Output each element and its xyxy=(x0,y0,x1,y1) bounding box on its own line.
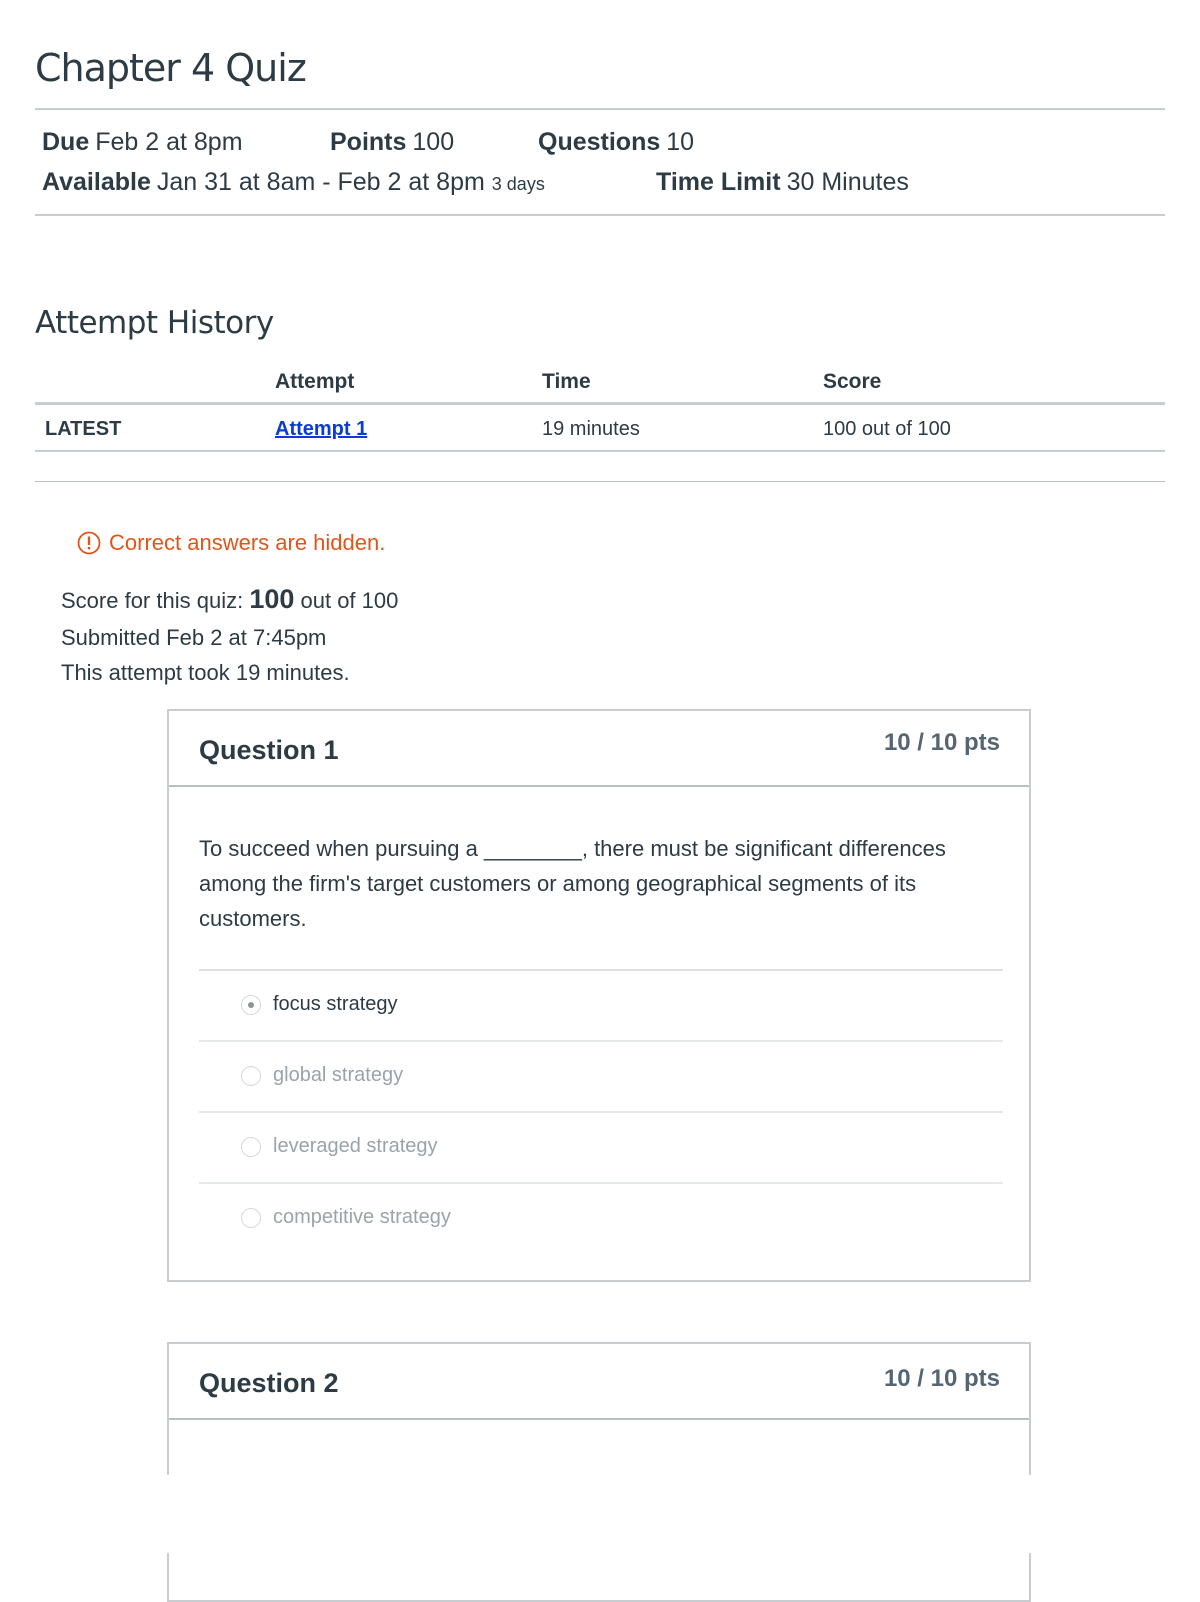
answer-option[interactable] xyxy=(199,1184,1003,1253)
page-title: Chapter 4 Quiz xyxy=(35,46,306,90)
question-title: Question 2 xyxy=(199,1368,339,1398)
time-limit-field xyxy=(656,168,909,197)
attempt-duration-text: This attempt took 19 minutes. xyxy=(61,660,350,685)
question-title: Question 1 xyxy=(199,735,339,765)
radio-selected-icon[interactable] xyxy=(241,995,261,1015)
page-bottom-margin xyxy=(0,1475,1200,1553)
radio-icon[interactable] xyxy=(241,1137,261,1157)
column-header-attempt: Attempt xyxy=(275,370,355,393)
available-field xyxy=(42,168,545,197)
question-header xyxy=(169,711,1029,787)
question-points: 10 / 10 pts xyxy=(883,1365,1000,1392)
due-label: Due xyxy=(42,128,90,156)
correct-answers-hidden-notice xyxy=(77,530,385,556)
answer-option[interactable] xyxy=(199,1113,1003,1184)
points-value: 100 xyxy=(412,128,455,156)
quiz-score xyxy=(61,584,398,615)
warning-circle-icon xyxy=(77,531,101,555)
question-text: To succeed when pursuing a ________, there must be significant differences among the firm's target customers or among geographical segments of its customers. xyxy=(199,836,946,931)
available-label: Available xyxy=(42,168,151,196)
table-row-divider xyxy=(35,450,1165,452)
points-field xyxy=(330,128,454,157)
column-header-time: Time xyxy=(542,370,591,393)
question-points: 10 / 10 pts xyxy=(883,729,1000,756)
score-value: 100 xyxy=(249,584,295,614)
answer-label: leveraged strategy xyxy=(273,1135,438,1157)
column-header-score: Score xyxy=(823,370,882,393)
questions-label: Questions xyxy=(538,128,661,156)
attempt-history-title: Attempt History xyxy=(35,305,274,341)
attempt-1-link[interactable]: Attempt 1 xyxy=(275,418,368,440)
attempt-time: 19 minutes xyxy=(542,418,640,440)
questions-field xyxy=(538,128,694,157)
time-limit-value: 30 Minutes xyxy=(786,168,909,196)
question-header xyxy=(169,1344,1029,1420)
points-label: Points xyxy=(330,128,407,156)
available-value: Jan 31 at 8am - Feb 2 at 8pm xyxy=(156,168,485,196)
table-header-divider xyxy=(35,402,1165,405)
divider xyxy=(35,108,1165,110)
section-divider xyxy=(35,481,1165,482)
answer-option[interactable] xyxy=(199,971,1003,1042)
time-limit-label: Time Limit xyxy=(656,168,781,196)
notice-text: Correct answers are hidden. xyxy=(109,530,386,555)
due-field xyxy=(42,128,243,157)
answer-label: competitive strategy xyxy=(273,1206,451,1228)
answer-label: focus strategy xyxy=(273,993,398,1015)
radio-icon[interactable] xyxy=(241,1066,261,1086)
answer-option[interactable] xyxy=(199,1042,1003,1113)
radio-icon[interactable] xyxy=(241,1208,261,1228)
score-suffix: out of 100 xyxy=(300,588,399,613)
question-card xyxy=(167,709,1031,1282)
available-duration: 3 days xyxy=(491,174,545,194)
due-value: Feb 2 at 8pm xyxy=(95,128,243,156)
submitted-text: Submitted Feb 2 at 7:45pm xyxy=(61,625,327,650)
question-card xyxy=(167,1342,1031,1602)
attempt-score: 100 out of 100 xyxy=(823,418,951,440)
latest-label: LATEST xyxy=(45,418,122,440)
answer-list xyxy=(199,969,1003,1253)
divider xyxy=(35,214,1165,216)
answer-label: global strategy xyxy=(273,1064,404,1086)
questions-value: 10 xyxy=(666,128,695,156)
score-prefix: Score for this quiz: xyxy=(61,588,244,613)
